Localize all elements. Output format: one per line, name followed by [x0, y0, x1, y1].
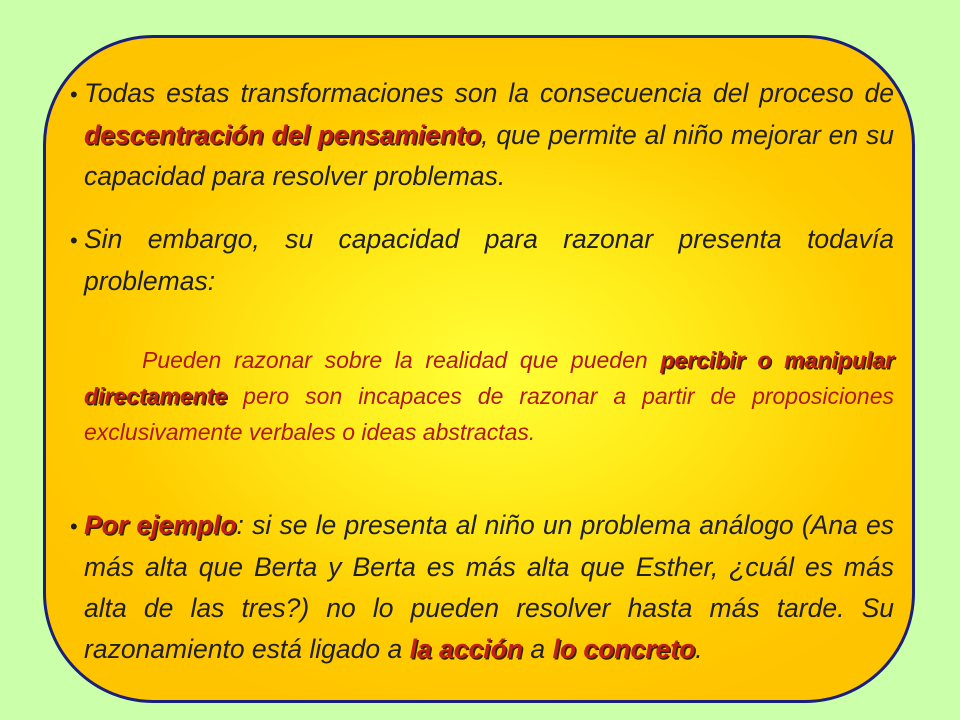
- emphasis-text: percibir o manipular directamente: [84, 347, 894, 409]
- emphasis-text: Por ejemplo: [84, 510, 237, 540]
- paragraph-text: .: [695, 634, 703, 664]
- paragraph-text: a: [523, 634, 553, 664]
- paragraph-text: Pueden razonar sobre la realidad que pueden: [142, 347, 661, 373]
- paragraph-pueden-razonar: [84, 342, 894, 450]
- emphasis-text: lo concreto: [552, 634, 696, 664]
- paragraph-por-ejemplo: [84, 505, 894, 670]
- paragraph-text: pero son incapaces de razonar a partir de proposiciones exclusivamente verbales o ideas abstractas.: [84, 383, 894, 445]
- paragraph-text: Sin embargo, su capacidad para razonar presenta todavía problemas:: [84, 224, 894, 296]
- paragraph-text: , que permite al niño mejorar en su capacidad para resolver problemas.: [84, 120, 894, 191]
- paragraph-text: Todas estas transformaciones son la consecuencia del proceso de: [84, 78, 894, 108]
- paragraph-text: : si se le presenta al niño un problema análogo (Ana es más alta que Berta y Berta es más alta que Esther, ¿cuál es más alta de las tres?) no lo pueden resolver hasta más tarde. Su razonamiento está ligado a: [84, 510, 894, 664]
- paragraph-descentracion: [84, 73, 894, 197]
- emphasis-text: descentración del pensamiento: [84, 120, 482, 150]
- paragraph-sin-embargo: [84, 219, 894, 302]
- emphasis-text: la acción: [409, 634, 523, 664]
